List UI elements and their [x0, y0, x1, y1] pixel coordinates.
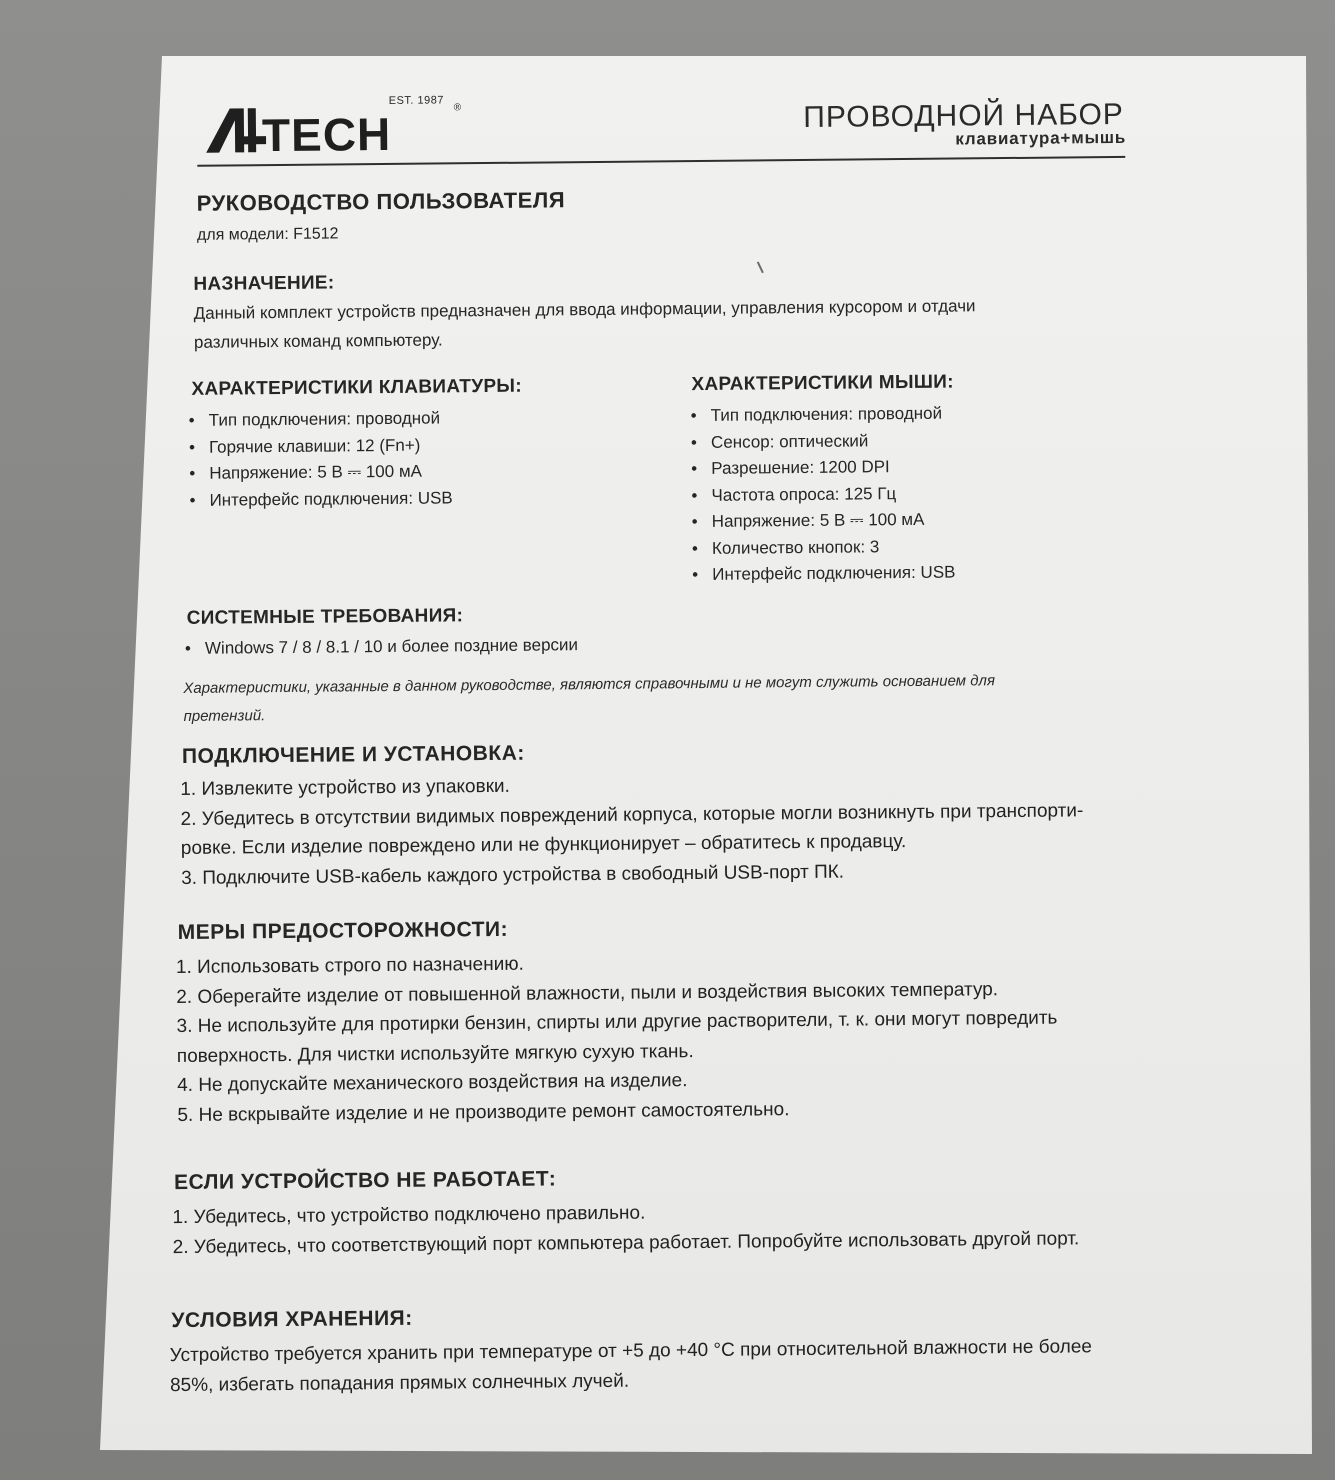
mouse-specs-heading: ХАРАКТЕРИСТИКИ МЫШИ:	[691, 371, 954, 396]
registered-mark: ®	[453, 102, 462, 114]
manual-title: РУКОВОДСТВО ПОЛЬЗОВАТЕЛЯ	[196, 187, 566, 216]
system-list	[183, 632, 578, 662]
product-subtitle: клавиатура+мышь	[955, 127, 1127, 149]
product-title: ПРОВОДНОЙ НАБОР	[803, 97, 1125, 134]
precautions-steps	[176, 945, 1059, 1130]
purpose-heading: НАЗНАЧЕНИЕ:	[193, 272, 335, 295]
list-item: 3. Не используйте для протирки бензин, спирты или другие растворители, т. к. они могут повредить	[176, 1007, 1058, 1038]
document-content	[93, 50, 1318, 1460]
list-item: • Горячие клавиши: 12 (Fn+)	[187, 432, 452, 461]
list-item: • Интерфейс подключения: USB	[187, 485, 452, 514]
keyboard-specs-list	[187, 405, 453, 514]
note-line: претензий.	[183, 707, 266, 725]
logo-est-year: EST. 1987	[388, 94, 445, 107]
list-item: ровке. Если изделие повреждено или не функционирует – обратитесь к продавцу.	[180, 831, 907, 859]
list-item: 2. Убедитесь, что соответствующий порт компьютера работает. Попробуйте использовать другой порт.	[172, 1227, 1080, 1258]
purpose-line: различных команд компьютеру.	[193, 330, 443, 352]
list-item: • Количество кнопок: 3	[690, 533, 955, 562]
list-item: • Сенсор: оптический	[689, 427, 954, 456]
model-line: для модели: F1512	[196, 225, 339, 244]
list-item: 1. Убедитесь, что устройство подключено правильно.	[172, 1202, 646, 1229]
list-item: 1. Извлеките устройство из упаковки.	[180, 775, 510, 800]
troubleshoot-steps	[172, 1194, 1079, 1262]
disclaimer-note	[183, 667, 995, 731]
list-item: • Интерфейс подключения: USB	[690, 560, 955, 589]
list-item: • Напряжение: 5 В ⎓ 100 мА	[187, 458, 452, 487]
storage-heading: УСЛОВИЯ ХРАНЕНИЯ:	[171, 1306, 413, 1333]
troubleshoot-heading: ЕСЛИ УСТРОЙСТВО НЕ РАБОТАЕТ:	[173, 1167, 557, 1195]
list-item: • Разрешение: 1200 DPI	[689, 454, 954, 483]
list-item: 1. Использовать строго по назначению.	[175, 953, 524, 979]
keyboard-specs-heading: ХАРАКТЕРИСТИКИ КЛАВИАТУРЫ:	[191, 375, 523, 400]
install-steps	[180, 766, 1084, 893]
list-item: • Windows 7 / 8 / 8.1 / 10 и более поздние версии	[183, 632, 578, 662]
note-line: Характеристики, указанные в данном руководстве, являются справочными и не могут служить основанием для	[183, 672, 996, 697]
purpose-line: Данный комплект устройств предназначен для ввода информации, управления курсором и отдачи	[193, 296, 976, 323]
storage-line: 85%, избегать попадания прямых солнечных лучей.	[169, 1370, 630, 1397]
list-item: • Частота опроса: 125 Гц	[689, 480, 954, 509]
a4tech-logo	[204, 102, 475, 165]
list-item: поверхность. Для чистки используйте мягкую сухую ткань.	[176, 1040, 694, 1067]
svg-text:TECH: TECH	[261, 107, 392, 162]
list-item: 2. Оберегайте изделие от повышенной влажности, пыли и воздействия высоких температур.	[176, 978, 999, 1008]
paper-mark	[757, 262, 764, 274]
system-heading: СИСТЕМНЫЕ ТРЕБОВАНИЯ:	[186, 605, 464, 629]
storage-line: Устройство требуется хранить при температуре от +5 до +40 °С при относительной влажности не более	[169, 1336, 1093, 1367]
purpose-text	[194, 291, 976, 357]
list-item: 4. Не допускайте механического воздействия на изделие.	[177, 1070, 688, 1097]
storage-text	[170, 1332, 1093, 1401]
list-item: 5. Не вскрывайте изделие и не производите ремонт самостоятельно.	[177, 1098, 790, 1126]
list-item: • Тип подключения: проводной	[187, 405, 452, 434]
list-item: 3. Подключите USB-кабель каждого устройства в свободный USB-порт ПК.	[181, 861, 845, 889]
list-item: • Тип подключения: проводной	[689, 401, 954, 430]
list-item: • Напряжение: 5 В ⎓ 100 мА	[690, 507, 955, 536]
mouse-specs-list	[689, 401, 956, 589]
install-heading: ПОДКЛЮЧЕНИЕ И УСТАНОВКА:	[181, 741, 525, 768]
precautions-heading: МЕРЫ ПРЕДОСТОРОЖНОСТИ:	[177, 917, 509, 945]
list-item: 2. Убедитесь в отсутствии видимых повреждений корпуса, которые могли возникнуть при транспорти-	[180, 799, 1084, 830]
